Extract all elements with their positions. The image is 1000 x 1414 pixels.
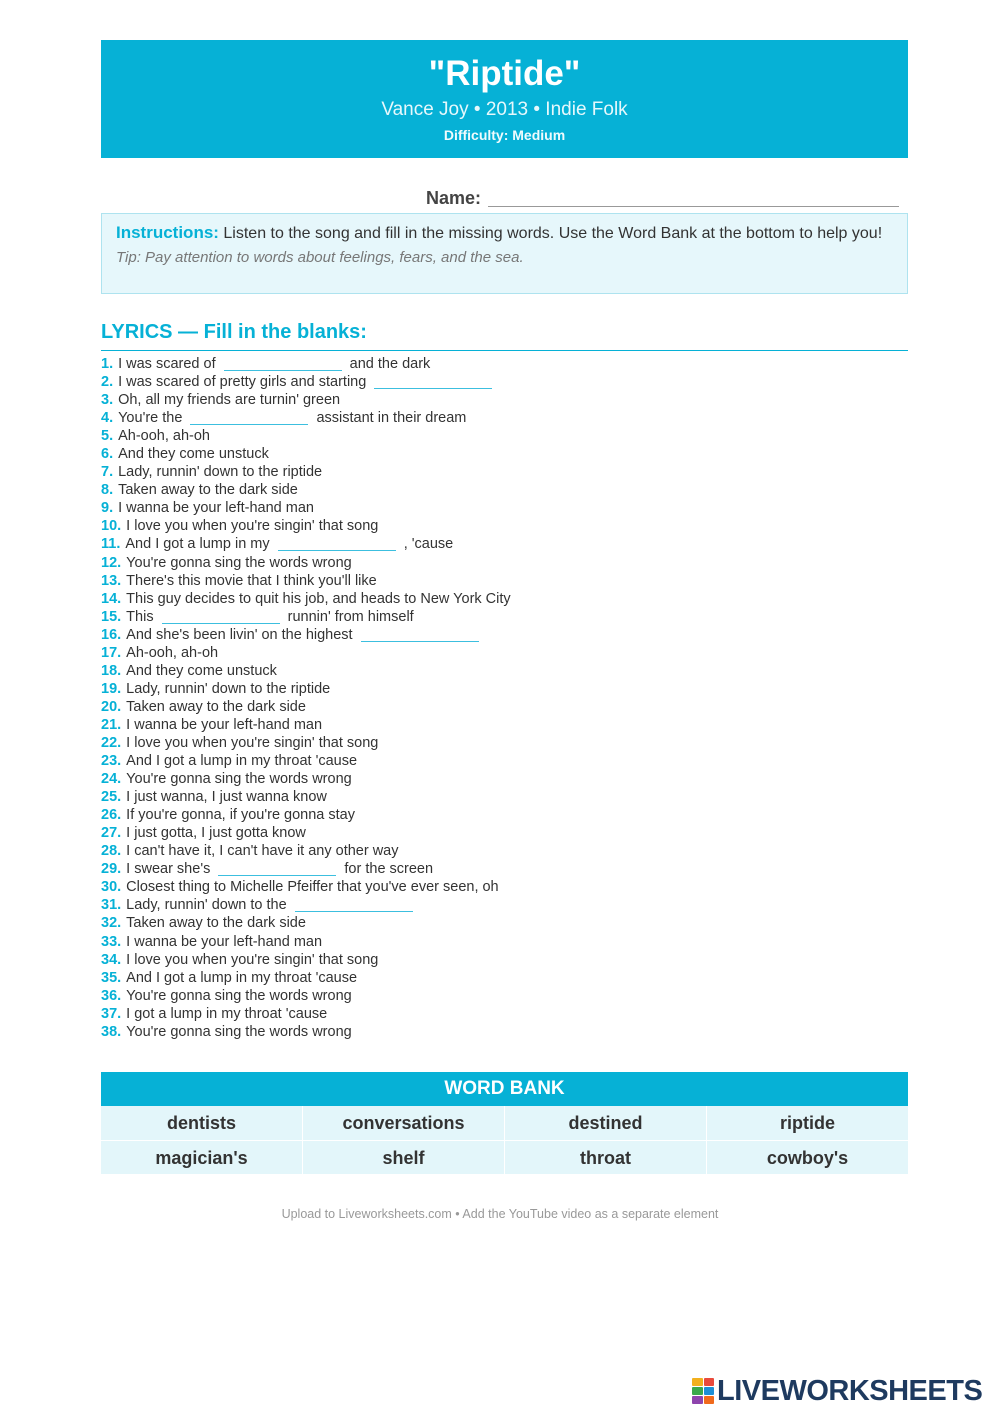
lyric-line xyxy=(101,914,908,932)
lyric-text: And I got a lump in my throat 'cause xyxy=(126,969,358,986)
lyric-text: Lady, runnin' down to the riptide xyxy=(118,464,323,481)
lyric-text: And she's been livin' on the highest xyxy=(126,626,353,643)
lyric-text: I wanna be your left-hand man xyxy=(126,933,323,950)
lyric-text: I wanna be your left-hand man xyxy=(118,500,314,517)
line-number: 16. xyxy=(101,626,122,643)
line-number: 22. xyxy=(101,734,122,751)
lyric-text: I can't have it, I can't have it any other way xyxy=(126,843,399,860)
lyric-text: This guy decides to quit his job, and heads to New York City xyxy=(126,590,511,607)
word-bank-title: WORD BANK xyxy=(101,1072,908,1106)
lyric-text: There's this movie that I think you'll like xyxy=(126,572,377,589)
title-banner xyxy=(101,40,908,158)
line-number: 9. xyxy=(101,500,114,517)
lyric-text: If you're gonna, if you're gonna stay xyxy=(126,807,355,824)
lyric-line xyxy=(101,517,908,535)
instructions-key: Instructions: xyxy=(116,223,219,242)
lyric-text: You're gonna sing the words wrong xyxy=(126,771,352,788)
line-number: 34. xyxy=(101,951,122,968)
lyric-line xyxy=(101,554,908,572)
line-number: 12. xyxy=(101,554,122,571)
line-number: 8. xyxy=(101,482,114,499)
line-number: 11. xyxy=(101,536,121,553)
word-bank-cell: shelf xyxy=(303,1141,505,1176)
lyric-line xyxy=(101,734,908,752)
lyric-line xyxy=(101,770,908,788)
word-bank-cell: destined xyxy=(505,1106,707,1141)
lyric-text: You're gonna sing the words wrong xyxy=(126,987,352,1004)
word-bank-cell: dentists xyxy=(101,1106,303,1141)
lyric-text: I love you when you're singin' that song xyxy=(126,951,379,968)
lyric-text: And I got a lump in my throat 'cause xyxy=(126,753,358,770)
line-number: 1. xyxy=(101,356,114,372)
lyric-line xyxy=(101,878,908,896)
line-number: 24. xyxy=(101,771,122,788)
word-bank-row xyxy=(101,1141,908,1176)
line-number: 3. xyxy=(101,392,114,409)
lyric-text-after: assistant in their dream xyxy=(316,410,467,427)
lyric-line xyxy=(101,662,908,680)
instructions-text xyxy=(116,222,893,244)
lyric-line xyxy=(101,572,908,590)
liveworksheets-logo xyxy=(692,1374,982,1408)
lyric-text: I just wanna, I just wanna know xyxy=(126,789,327,806)
line-number: 13. xyxy=(101,572,122,589)
lyric-line xyxy=(101,896,908,914)
word-bank-grid xyxy=(101,1106,908,1175)
lyric-line xyxy=(101,409,908,427)
lyric-line xyxy=(101,788,908,806)
lyric-text: Taken away to the dark side xyxy=(118,482,298,499)
blank-input[interactable] xyxy=(295,898,413,912)
line-number: 26. xyxy=(101,807,122,824)
lyric-line xyxy=(101,933,908,951)
lyric-text: Oh, all my friends are turnin' green xyxy=(118,392,341,409)
line-number: 5. xyxy=(101,428,114,445)
lyric-text: Lady, runnin' down to the xyxy=(126,897,287,914)
lyric-text: Taken away to the dark side xyxy=(126,915,306,932)
blank-input[interactable] xyxy=(224,357,342,371)
line-number: 21. xyxy=(101,716,122,733)
blank-input[interactable] xyxy=(374,375,492,389)
lyric-text-after: and the dark xyxy=(349,356,431,372)
line-number: 10. xyxy=(101,518,122,535)
word-bank-cell: conversations xyxy=(303,1106,505,1141)
lyrics-heading: LYRICS — Fill in the blanks: xyxy=(101,321,908,351)
lyric-line xyxy=(101,463,908,481)
line-number: 7. xyxy=(101,464,114,481)
blank-input[interactable] xyxy=(218,862,336,876)
lyric-text: Ah-ooh, ah-oh xyxy=(118,428,210,445)
lyric-line xyxy=(101,590,908,608)
lyric-line xyxy=(101,626,908,644)
lyric-line xyxy=(101,535,908,553)
blank-input[interactable] xyxy=(190,411,308,425)
line-number: 17. xyxy=(101,644,122,661)
lyric-line xyxy=(101,1023,908,1041)
line-number: 37. xyxy=(101,1005,122,1022)
line-number: 31. xyxy=(101,897,122,914)
lyric-text: You're gonna sing the words wrong xyxy=(126,554,352,571)
name-row xyxy=(101,186,908,210)
blank-input[interactable] xyxy=(361,628,479,642)
lyric-line xyxy=(101,373,908,391)
lyric-text: You're gonna sing the words wrong xyxy=(126,1023,352,1040)
lyric-line xyxy=(101,842,908,860)
line-number: 20. xyxy=(101,698,122,715)
lyric-text: I was scared of xyxy=(118,356,216,372)
blank-input[interactable] xyxy=(278,537,396,551)
line-number: 35. xyxy=(101,969,122,986)
line-number: 4. xyxy=(101,410,114,427)
line-number: 36. xyxy=(101,987,122,1004)
line-number: 18. xyxy=(101,662,122,679)
line-number: 14. xyxy=(101,590,122,607)
lyric-line xyxy=(101,824,908,842)
lyric-line xyxy=(101,608,908,626)
lyric-line xyxy=(101,987,908,1005)
lyric-line xyxy=(101,1005,908,1023)
song-subtitle: Vance Joy • 2013 • Indie Folk xyxy=(381,99,628,120)
lyric-text: Lady, runnin' down to the riptide xyxy=(126,680,331,697)
lyric-text: I was scared of pretty girls and starting xyxy=(118,374,367,391)
lyric-text-after: for the screen xyxy=(344,861,434,878)
line-number: 30. xyxy=(101,879,122,896)
word-bank-cell: throat xyxy=(505,1141,707,1176)
instructions-box xyxy=(101,213,908,294)
lyric-text: Taken away to the dark side xyxy=(126,698,306,715)
lyric-text: I just gotta, I just gotta know xyxy=(126,825,306,842)
lyric-line xyxy=(101,481,908,499)
line-number: 23. xyxy=(101,753,122,770)
lyric-line xyxy=(101,860,908,878)
instructions-body: Listen to the song and fill in the missing words. Use the Word Bank at the bottom to help you! xyxy=(218,225,883,242)
lyric-line xyxy=(101,355,908,373)
lyric-line xyxy=(101,427,908,445)
lyric-text: I wanna be your left-hand man xyxy=(126,716,323,733)
word-bank-cell: cowboy's xyxy=(707,1141,908,1176)
lyric-text: You're the xyxy=(118,410,183,427)
line-number: 25. xyxy=(101,789,122,806)
line-number: 33. xyxy=(101,933,122,950)
line-number: 2. xyxy=(101,374,114,391)
brand-text: LIVEWORKSHEETS xyxy=(717,1374,983,1407)
lyric-text: I got a lump in my throat 'cause xyxy=(126,1005,328,1022)
line-number: 27. xyxy=(101,825,122,842)
brand-icon xyxy=(692,1378,714,1404)
footer-note: Upload to Liveworksheets.com • Add the YouTube video as a separate element xyxy=(281,1207,719,1221)
song-title: "Riptide" xyxy=(428,54,581,93)
word-bank-cell: magician's xyxy=(101,1141,303,1176)
lyric-line xyxy=(101,445,908,463)
lyric-line xyxy=(101,499,908,517)
lyric-text-after: runnin' from himself xyxy=(287,608,414,625)
lyric-text: Closest thing to Michelle Pfeiffer that you've ever seen, oh xyxy=(126,879,499,896)
lyrics-list xyxy=(101,355,908,1041)
line-number: 19. xyxy=(101,680,122,697)
lyric-line xyxy=(101,644,908,662)
lyric-line xyxy=(101,698,908,716)
lyric-line xyxy=(101,391,908,409)
lyric-text: Ah-ooh, ah-oh xyxy=(126,644,219,661)
lyric-text: And I got a lump in my xyxy=(125,536,270,553)
line-number: 15. xyxy=(101,608,122,625)
difficulty-label: Difficulty: Medium xyxy=(443,127,566,143)
name-field[interactable] xyxy=(488,206,899,207)
word-bank-cell: riptide xyxy=(707,1106,908,1141)
lyric-text: I love you when you're singin' that song xyxy=(126,518,379,535)
blank-input[interactable] xyxy=(162,610,280,624)
name-label: Name: xyxy=(426,188,482,208)
lyric-text-after: , 'cause xyxy=(403,536,454,553)
lyric-line xyxy=(101,752,908,770)
lyric-line xyxy=(101,969,908,987)
lyric-text: And they come unstuck xyxy=(118,446,269,463)
line-number: 29. xyxy=(101,861,122,878)
lyric-text: I swear she's xyxy=(126,861,211,878)
lyric-text: I love you when you're singin' that song xyxy=(126,734,379,751)
word-bank xyxy=(101,1072,908,1175)
lyric-text: This xyxy=(126,608,154,625)
line-number: 38. xyxy=(101,1023,122,1040)
word-bank-row xyxy=(101,1106,908,1141)
lyric-text: And they come unstuck xyxy=(126,662,277,679)
lyric-line xyxy=(101,680,908,698)
line-number: 28. xyxy=(101,843,122,860)
lyric-line xyxy=(101,716,908,734)
line-number: 6. xyxy=(101,446,114,463)
instructions-tip: Tip: Pay attention to words about feelings, fears, and the sea. xyxy=(116,249,524,266)
lyric-line xyxy=(101,806,908,824)
line-number: 32. xyxy=(101,915,122,932)
lyric-line xyxy=(101,951,908,969)
